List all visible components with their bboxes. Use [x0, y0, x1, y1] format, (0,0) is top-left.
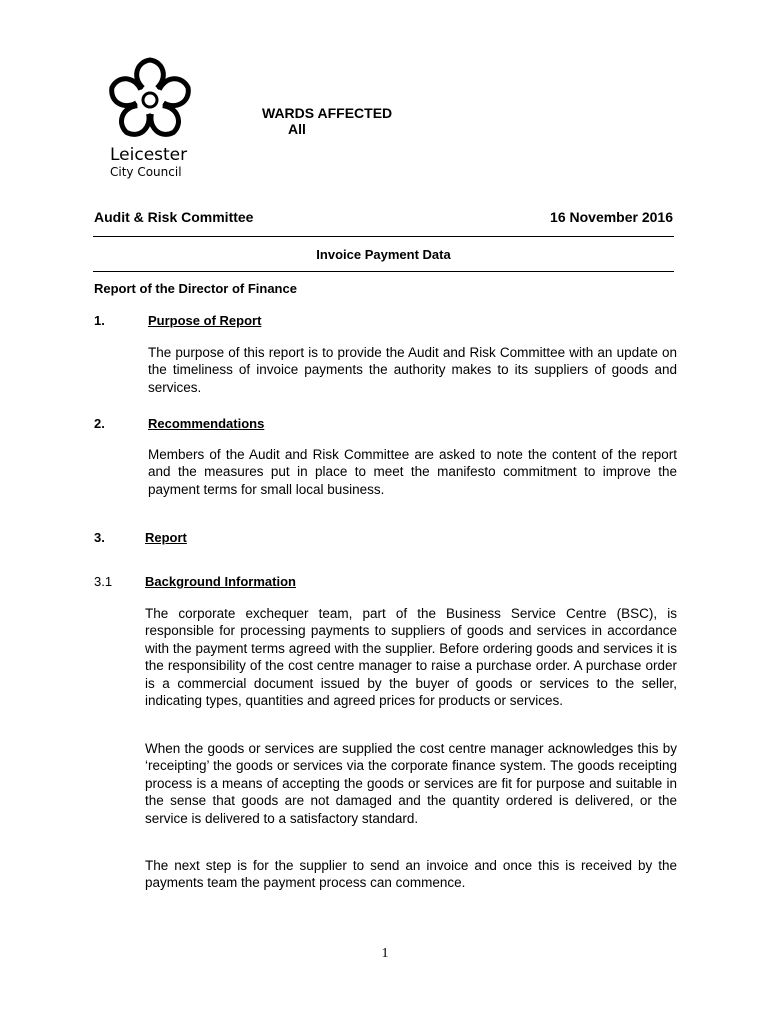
meeting-date: 16 November 2016 [550, 209, 673, 225]
logo-line-2: City Council [110, 164, 182, 179]
section-3-1-paragraph-2: When the goods or services are supplied the cost centre manager acknowledges this by ‘receipting’ the goods or services via the corporate finance system. The goods receipting process is a means of accepting the goods or services are fit for purpose and suitable in the sense that goods are not damaged and the quantity ordered is delivered, or the service is delivered to a satisfactory standard. [145, 741, 677, 826]
council-logo-text [110, 146, 187, 179]
section-3-1-number: 3.1 [94, 574, 113, 589]
committee-name: Audit & Risk Committee [94, 209, 254, 225]
wards-label: WARDS AFFECTED [262, 105, 393, 121]
section-1-heading: Purpose of Report [148, 313, 262, 328]
council-logo-icon [100, 56, 200, 142]
wards-value: All [288, 121, 306, 137]
section-3-number: 3. [94, 530, 105, 545]
section-3-1-paragraph-3: The next step is for the supplier to send an invoice and once this is received by the payments team the payment process can commence. [145, 858, 677, 891]
section-2-text: Members of the Audit and Risk Committee are asked to note the content of the report and the measures put in place to meet the manifesto commitment to improve the payment terms for small local business. [148, 447, 677, 497]
logo-line-1: Leicester [110, 145, 188, 165]
section-3-1-heading: Background Information [145, 574, 296, 589]
report-title: Invoice Payment Data [316, 247, 451, 262]
page-number: 1 [381, 946, 389, 961]
section-2-number: 2. [94, 416, 105, 431]
bottom-divider [93, 271, 674, 272]
section-3-1-paragraph-1: The corporate exchequer team, part of the Business Service Centre (BSC), is responsible for processing payments to suppliers of goods and services in accordance with the payment terms agreed with the supplier. Before ordering goods and services it is the responsibility of the cost centre manager to raise a purchase order. A purchase order is a commercial document issued by the buyer of goods or services to the seller, indicating types, quantities and agreed prices for products or services. [145, 606, 677, 709]
section-3-heading: Report [145, 530, 187, 545]
section-1-number: 1. [94, 313, 105, 328]
section-1-text: The purpose of this report is to provide the Audit and Risk Committee with an update on the timeliness of invoice payments the authority makes to its suppliers of goods and services. [148, 345, 677, 395]
section-2-heading: Recommendations [148, 416, 265, 431]
wards-affected [262, 105, 392, 137]
top-divider [93, 236, 674, 237]
report-author: Report of the Director of Finance [94, 281, 297, 296]
